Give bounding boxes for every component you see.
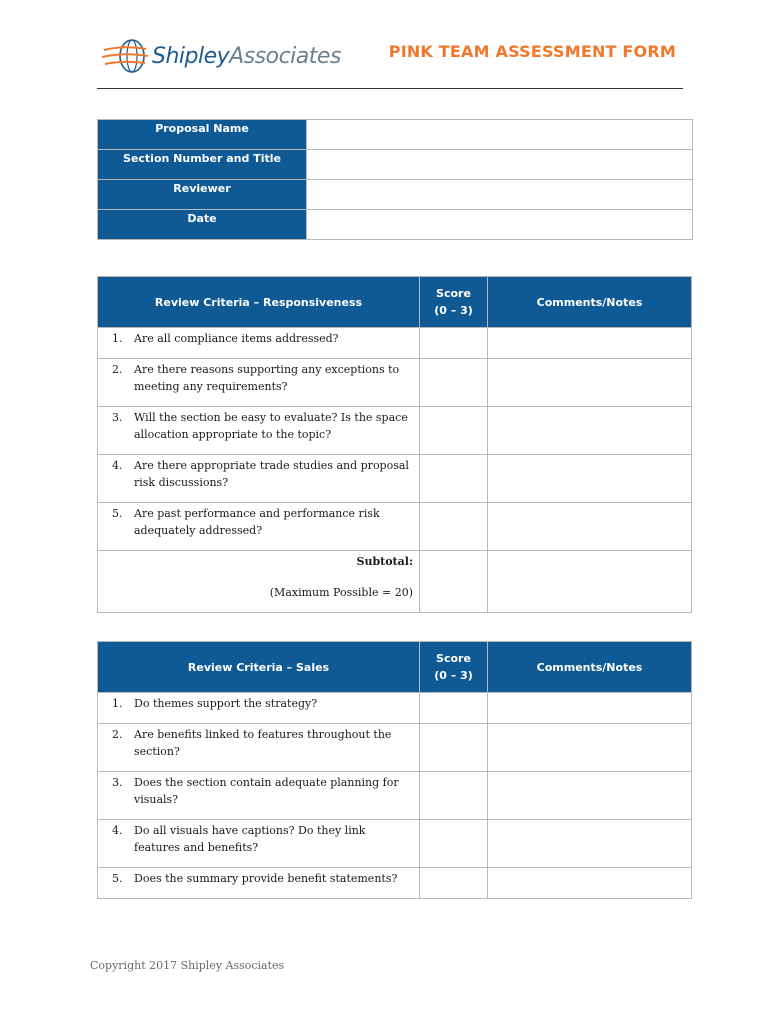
criteria-header: Review Criteria – Responsiveness xyxy=(98,277,420,328)
table-header-row xyxy=(98,642,692,693)
table-row xyxy=(98,868,692,899)
score-cell[interactable] xyxy=(420,359,488,407)
company-logo xyxy=(102,36,341,76)
subtotal-comments-cell[interactable] xyxy=(488,551,692,613)
comments-cell[interactable] xyxy=(488,724,692,772)
info-row-reviewer xyxy=(98,180,693,210)
info-label: Date xyxy=(98,210,307,240)
criteria-question: 3. Does the section contain adequate planning for visuals? xyxy=(98,772,420,820)
info-label: Reviewer xyxy=(98,180,307,210)
comments-cell[interactable] xyxy=(488,359,692,407)
subtotal-row xyxy=(98,551,692,613)
criteria-question: 5. Does the summary provide benefit statements? xyxy=(98,868,420,899)
comments-cell[interactable] xyxy=(488,820,692,868)
score-header: Score (0 – 3) xyxy=(420,277,488,328)
proposal-info-table xyxy=(97,119,693,240)
copyright-footer: Copyright 2017 Shipley Associates xyxy=(90,959,285,972)
date-field[interactable] xyxy=(307,210,693,240)
criteria-question: 3. Will the section be easy to evaluate? Is the space allocation appropriate to the topic? xyxy=(98,407,420,455)
comments-cell[interactable] xyxy=(488,868,692,899)
info-row-date xyxy=(98,210,693,240)
criteria-question: 2. Are benefits linked to features throughout the section? xyxy=(98,724,420,772)
page-header xyxy=(97,30,683,89)
section-number-field[interactable] xyxy=(307,150,693,180)
comments-cell[interactable] xyxy=(488,693,692,724)
score-cell[interactable] xyxy=(420,772,488,820)
globe-swoosh-icon xyxy=(102,36,150,76)
score-cell[interactable] xyxy=(420,820,488,868)
comments-header: Comments/Notes xyxy=(488,642,692,693)
criteria-question: 1. Do themes support the strategy? xyxy=(98,693,420,724)
proposal-name-field[interactable] xyxy=(307,120,693,150)
score-cell[interactable] xyxy=(420,868,488,899)
table-row xyxy=(98,503,692,551)
score-cell[interactable] xyxy=(420,503,488,551)
info-row-proposal-name xyxy=(98,120,693,150)
criteria-header: Review Criteria – Sales xyxy=(98,642,420,693)
form-title: PINK TEAM ASSESSMENT FORM xyxy=(388,42,676,61)
reviewer-field[interactable] xyxy=(307,180,693,210)
table-row xyxy=(98,407,692,455)
score-cell[interactable] xyxy=(420,455,488,503)
score-cell[interactable] xyxy=(420,407,488,455)
maximum-possible-label: (Maximum Possible = 20) xyxy=(269,586,413,599)
subtotal-label-cell xyxy=(98,551,420,613)
info-row-section xyxy=(98,150,693,180)
table-row xyxy=(98,455,692,503)
criteria-question: 5. Are past performance and performance risk adequately addressed? xyxy=(98,503,420,551)
comments-cell[interactable] xyxy=(488,407,692,455)
criteria-question: 4. Are there appropriate trade studies and proposal risk discussions? xyxy=(98,455,420,503)
score-header: Score (0 – 3) xyxy=(420,642,488,693)
responsiveness-table xyxy=(97,276,692,613)
table-row xyxy=(98,693,692,724)
table-row xyxy=(98,359,692,407)
table-header-row xyxy=(98,277,692,328)
subtotal-score-cell[interactable] xyxy=(420,551,488,613)
comments-cell[interactable] xyxy=(488,455,692,503)
table-row xyxy=(98,328,692,359)
comments-cell[interactable] xyxy=(488,328,692,359)
score-cell[interactable] xyxy=(420,328,488,359)
criteria-question: 1. Are all compliance items addressed? xyxy=(98,328,420,359)
sales-table xyxy=(97,641,692,899)
table-row xyxy=(98,820,692,868)
table-row xyxy=(98,724,692,772)
comments-cell[interactable] xyxy=(488,772,692,820)
criteria-question: 4. Do all visuals have captions? Do they link features and benefits? xyxy=(98,820,420,868)
score-cell[interactable] xyxy=(420,693,488,724)
info-label: Proposal Name xyxy=(98,120,307,150)
comments-header: Comments/Notes xyxy=(488,277,692,328)
subtotal-label: Subtotal: xyxy=(356,555,413,568)
comments-cell[interactable] xyxy=(488,503,692,551)
info-label: Section Number and Title xyxy=(98,150,307,180)
table-row xyxy=(98,772,692,820)
score-cell[interactable] xyxy=(420,724,488,772)
criteria-question: 2. Are there reasons supporting any exceptions to meeting any requirements? xyxy=(98,359,420,407)
logo-wordmark: ShipleyAssociates xyxy=(152,43,341,69)
